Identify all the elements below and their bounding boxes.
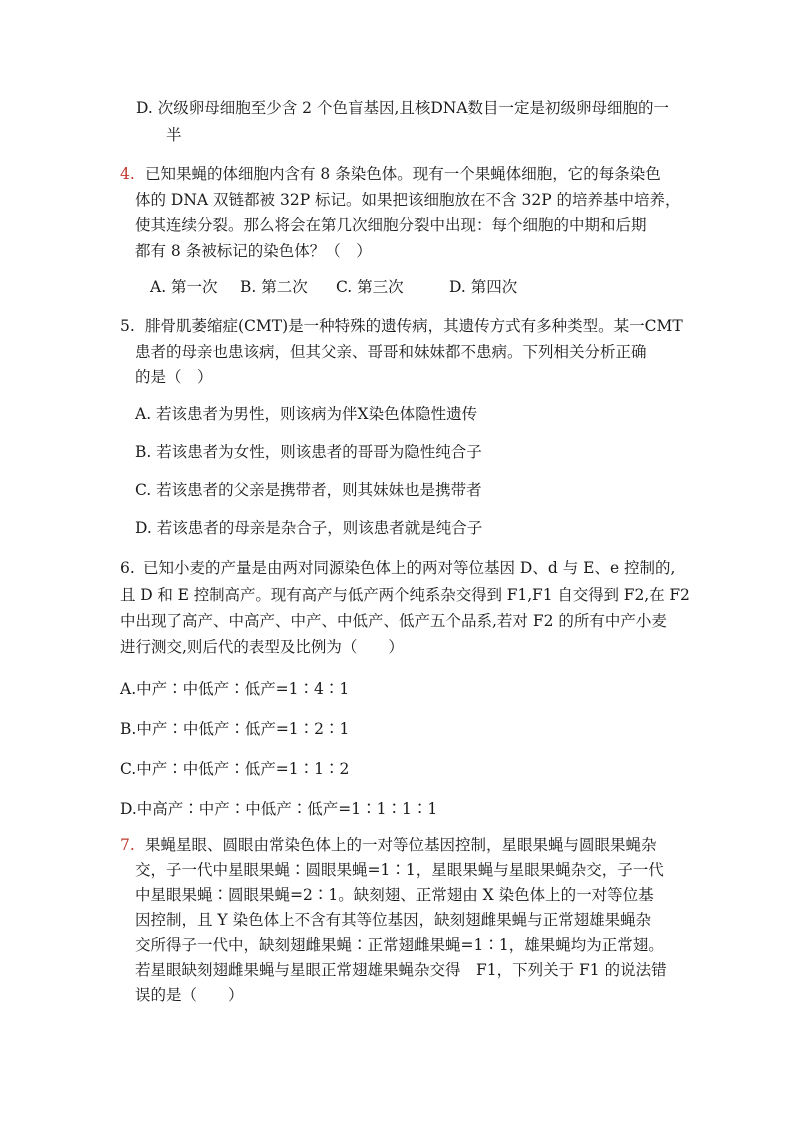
question-6-option-a: A.中产∶中低产∶低产=1∶4∶1 [120, 680, 350, 698]
question-4-line1: 已知果蝇的体细胞内含有 8 条染色体。现有一个果蝇体细胞，它的每条染色 [145, 165, 661, 183]
question-5-line1: 腓骨肌萎缩症(CMT)是一种特殊的遗传病，其遗传方式有多种类型。某一CMT [145, 317, 683, 335]
question-5-number: 5. [120, 317, 135, 335]
question-4-line2: 体的 DNA 双链都被 32P 标记。如果把该细胞放在不含 32P 的培养基中培养， [135, 191, 681, 209]
question-7-line5: 交所得子一代中，缺刻翅雌果蝇∶正常翅雌果蝇=1∶1，雄果蝇均为正常翅。 [135, 936, 664, 954]
question-6-option-b: B.中产∶中低产∶低产=1∶2∶1 [120, 720, 350, 738]
question-6-option-d: D.中高产∶中产∶中低产∶低产=1∶1∶1∶1 [120, 800, 438, 818]
question-5-option-c: C. 若该患者的父亲是携带者，则其妹妹也是携带者 [135, 481, 482, 499]
question-4-line3: 使其连续分裂。那么将会在第几次细胞分裂中出现：每个细胞的中期和后期 [135, 216, 647, 234]
question-4-option-b: B. 第二次 [240, 278, 308, 296]
question-5-line2: 患者的母亲也患该病，但其父亲、哥哥和妹妹都不患病。下列相关分析正确 [135, 343, 647, 361]
question-6-number: 6. [120, 559, 135, 577]
question-7-line1: 果蝇星眼、圆眼由常染色体上的一对等位基因控制，星眼果蝇与圆眼果蝇杂 [145, 836, 657, 854]
question-6-line2: 且 D 和 E 控制高产。现有高产与低产两个纯系杂交得到 F1,F1 自交得到 F2,在 F2 [120, 586, 690, 604]
question-6-line4: 进行测交,则后代的表型及比例为（ ） [120, 638, 404, 656]
question-6-line3: 中出现了高产、中高产、中产、中低产、低产五个品系,若对 F2 的所有中产小麦 [120, 612, 667, 630]
question-7-line6: 若星眼缺刻翅雌果蝇与星眼正常翅雄果蝇杂交得 F1，下列关于 F1 的说法错 [135, 961, 667, 979]
question-4-option-d: D. 第四次 [449, 278, 518, 296]
question-5-line3: 的是（ ） [135, 368, 213, 386]
question-7-line7: 误的是（ ） [135, 986, 244, 1004]
question-4-option-a: A. 第一次 [150, 278, 218, 296]
option-d-prev-line2: 半 [166, 126, 182, 144]
question-5-option-b: B. 若该患者为女性，则该患者的哥哥为隐性纯合子 [135, 443, 482, 461]
question-4-line4: 都有 8 条被标记的染色体？（ ） [135, 242, 372, 260]
question-7-number: 7. [120, 836, 135, 854]
option-d-prev-line1: D. 次级卵母细胞至少含 2 个色盲基因,且核DNA数目一定是初级卵母细胞的一 [136, 99, 670, 117]
question-7-line2: 交，子一代中星眼果蝇∶圆眼果蝇=1∶1，星眼果蝇与星眼果蝇杂交，子一代 [135, 861, 664, 879]
question-5-option-d: D. 若该患者的母亲是杂合子，则该患者就是纯合子 [135, 519, 483, 537]
question-5-option-a: A. 若该患者为男性，则该病为伴X染色体隐性遗传 [135, 405, 478, 423]
question-6-line1: 已知小麦的产量是由两对同源染色体上的两对等位基因 D、d 与 E、e 控制的, [143, 559, 676, 577]
question-7-line4: 因控制，且 Y 染色体上不含有其等位基因，缺刻翅雌果蝇与正常翅雄果蝇杂 [135, 911, 652, 929]
question-7-line3: 中星眼果蝇∶圆眼果蝇=2∶1。缺刻翅、正常翅由 X 染色体上的一对等位基 [135, 886, 654, 904]
question-4-option-c: C. 第三次 [336, 278, 404, 296]
question-4-number: 4. [120, 165, 135, 183]
question-6-option-c: C.中产∶中低产∶低产=1∶1∶2 [120, 760, 350, 778]
